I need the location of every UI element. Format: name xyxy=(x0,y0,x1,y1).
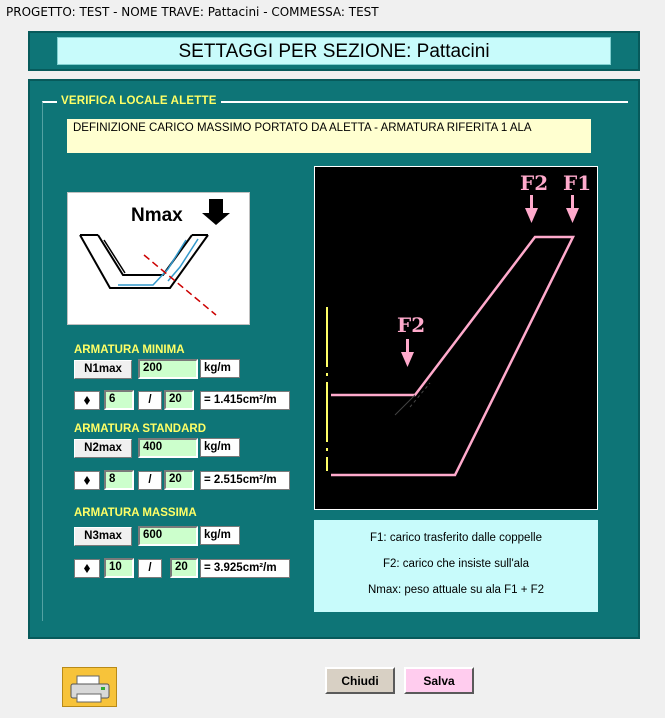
armatura-minima-title: ARMATURA MINIMA xyxy=(74,344,185,356)
diameter-icon xyxy=(74,559,100,578)
printer-icon xyxy=(63,668,118,708)
slash-label: / xyxy=(138,391,162,410)
spacing-input-3[interactable]: 20 xyxy=(170,558,198,578)
n2max-input[interactable]: 400 xyxy=(138,438,198,458)
legend-line-2: F2: carico che insiste sull'ala xyxy=(382,558,529,570)
section-image xyxy=(67,192,250,325)
close-button[interactable]: Chiudi xyxy=(325,667,395,694)
f2-low-label: F2 xyxy=(397,313,426,337)
definition-box: DEFINIZIONE CARICO MASSIMO PORTATO DA ALETTA - ARMATURA RIFERITA 1 ALA xyxy=(67,119,591,153)
page-title: SETTAGGI PER SEZIONE: Pattacini xyxy=(57,37,611,65)
diameter-input-3[interactable]: 10 xyxy=(104,558,134,578)
armatura-massima-title: ARMATURA MASSIMA xyxy=(74,507,197,519)
n3max-label: N3max xyxy=(74,527,132,546)
n1max-input[interactable]: 200 xyxy=(138,359,198,379)
f2-low-arrow-icon xyxy=(401,352,414,367)
group-label: VERIFICA LOCALE ALETTE xyxy=(57,95,221,107)
area-value-3: = 3.925cm²/m xyxy=(200,559,290,578)
legend-line-1: F1: carico trasferito dalle coppelle xyxy=(370,532,542,544)
n2max-label: N2max xyxy=(74,439,132,458)
down-arrow-icon xyxy=(202,199,230,225)
n3max-input[interactable]: 600 xyxy=(138,526,198,546)
print-button[interactable] xyxy=(62,667,117,707)
diameter-icon xyxy=(74,471,100,490)
spacing-input-1[interactable]: 20 xyxy=(164,390,194,410)
flange-diagram xyxy=(315,167,599,511)
diameter-input-2[interactable]: 8 xyxy=(104,470,134,490)
nmax-label: Nmax xyxy=(131,205,183,226)
n2max-unit: kg/m xyxy=(200,438,240,457)
n3max-unit: kg/m xyxy=(200,526,240,545)
diameter-input-1[interactable]: 6 xyxy=(104,390,134,410)
legend-line-3: Nmax: peso attuale su ala F1 + F2 xyxy=(367,584,545,596)
f2-top-arrow-icon xyxy=(525,208,538,223)
area-value-2: = 2.515cm²/m xyxy=(200,471,290,490)
area-value-1: = 1.415cm²/m xyxy=(200,391,290,410)
f1-arrow-icon xyxy=(566,208,579,223)
legend-box xyxy=(314,520,598,612)
window-title: PROGETTO: TEST - NOME TRAVE: Pattacini - COMMESSA: TEST xyxy=(0,0,665,24)
armatura-standard-title: ARMATURA STANDARD xyxy=(74,423,207,435)
n1max-unit: kg/m xyxy=(200,359,240,378)
load-drawing xyxy=(314,166,598,510)
n1max-label: N1max xyxy=(74,360,132,379)
spacing-input-2[interactable]: 20 xyxy=(164,470,194,490)
diameter-icon xyxy=(74,391,100,410)
section-diagram xyxy=(68,193,251,326)
f2-top-label: F2 xyxy=(520,171,549,195)
save-button[interactable]: Salva xyxy=(404,667,474,694)
slash-label: / xyxy=(138,471,162,490)
f1-label: F1 xyxy=(563,171,592,195)
slash-label: / xyxy=(138,559,162,578)
